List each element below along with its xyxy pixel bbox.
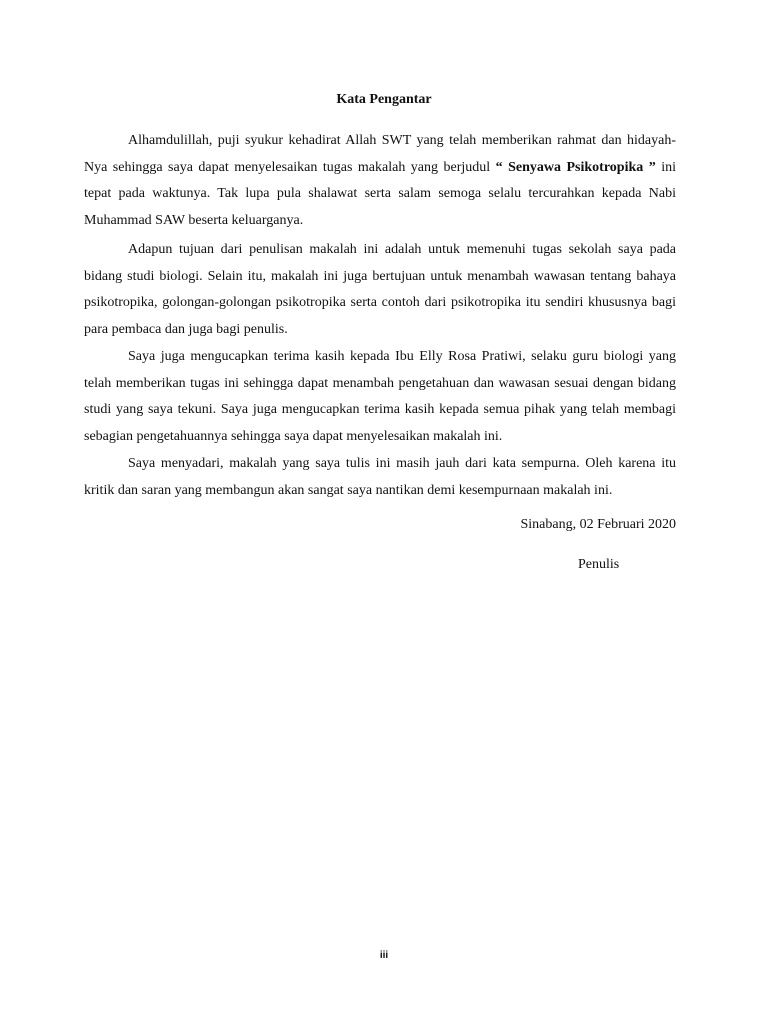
paragraph-3: Saya juga mengucapkan terima kasih kepada Ibu Elly Rosa Pratiwi, selaku guru biologi yang telah memberikan tugas ini sehingga dapat menambah pengetahuan dan wawasan sesuai dengan bidang studi yang saya tekuni. Saya juga mengucapkan terima kasih kepada semua pihak yang telah membagi sebagian pengetahuannya sehingga saya dapat menyelesaikan makalah ini. — [84, 349, 676, 444]
paper-title-bold: “ Senyawa Psikotropika ” — [495, 159, 656, 175]
paragraph-4: Saya menyadari, makalah yang saya tulis ini masih jauh dari kata sempurna. Oleh karena itu kritik dan saran yang membangun akan sangat saya nantikan demi kesempurnaan makalah ini. — [84, 456, 676, 498]
paragraph-1 — [84, 128, 676, 234]
page-title: Kata Pengantar — [336, 92, 432, 107]
signer: Penulis — [578, 557, 620, 572]
paragraph-1-text-end: ini tepat pada waktunya. Tak lupa pula shalawat serta salam semoga selalu tercurahkan kepada Nabi Muhammad SAW beserta keluarganya. — [84, 159, 677, 228]
paragraph-1-text-start: Alhamdulillah, puji syukur kehadirat Allah SWT yang telah memberikan rahmat dan hidayah-Nya sehingga saya dapat menyelesaikan tugas makalah yang berjudul — [84, 133, 676, 175]
place-date: Sinabang, 02 Februari 2020 — [520, 517, 676, 532]
page-number: iii — [379, 950, 389, 961]
paragraph-2: Adapun tujuan dari penulisan makalah ini adalah untuk memenuhi tugas sekolah saya pada bidang studi biologi. Selain itu, makalah ini juga bertujuan untuk menambah wawasan tentang bahaya psikotropika, golongan-golongan psikotropika serta contoh dari psikotropika itu sendiri khususnya bagi para pembaca dan juga bagi penulis. — [84, 242, 676, 337]
